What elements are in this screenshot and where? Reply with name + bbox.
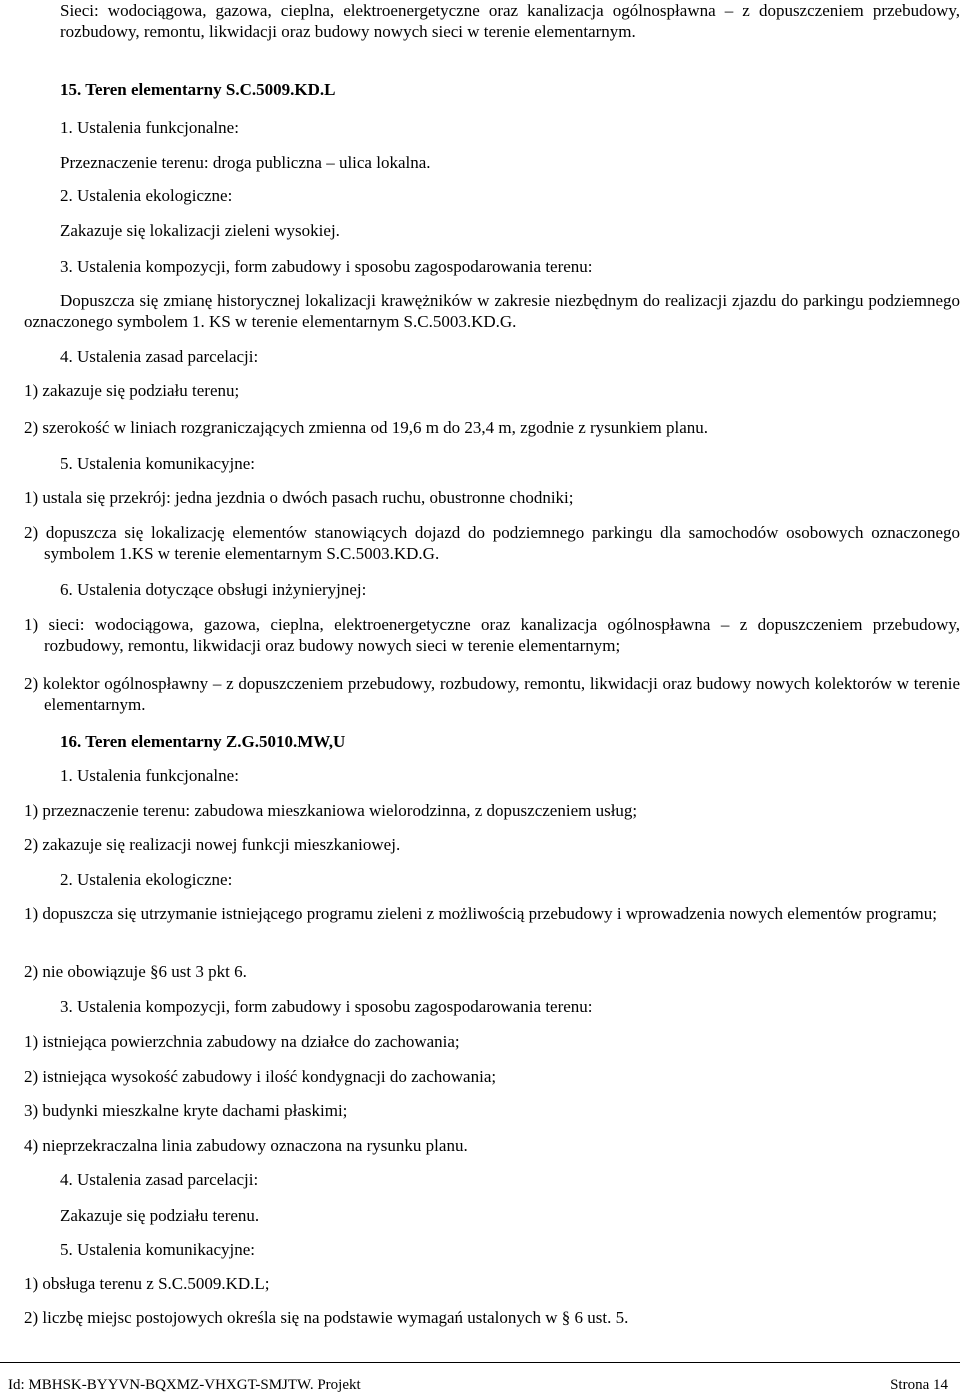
list-item: 2) zakazuje się realizacji nowej funkcji mieszkaniowej. xyxy=(24,835,401,854)
heading-ecological: 2. Ustalenia ekologiczne: xyxy=(60,186,233,205)
heading-engineering: 6. Ustalenia dotyczące obsługi inżynieryjnej: xyxy=(60,580,367,599)
heading-parcelling: 4. Ustalenia zasad parcelacji: xyxy=(60,1170,259,1189)
paragraph: Zakazuje się podziału terenu. xyxy=(60,1206,260,1225)
page-number: Strona 14 xyxy=(890,1377,948,1393)
document-id: Id: MBHSK-BYYVN-BQXMZ-VHXGT-SMJTW. Projekt xyxy=(8,1377,361,1393)
list-item: 1) zakazuje się podziału terenu; xyxy=(24,381,240,400)
section-title-15: 15. Teren elementarny S.C.5009.KD.L xyxy=(60,80,336,99)
heading-communication: 5. Ustalenia komunikacyjne: xyxy=(60,454,255,473)
heading-composition: 3. Ustalenia kompozycji, form zabudowy i sposobu zagospodarowania terenu: xyxy=(60,997,593,1016)
list-item: 2) szerokość w liniach rozgraniczających zmienna od 19,6 m do 23,4 m, zgodnie z rysunkiem planu. xyxy=(24,418,709,437)
heading-functional: 1. Ustalenia funkcjonalne: xyxy=(60,766,239,785)
heading-communication: 5. Ustalenia komunikacyjne: xyxy=(60,1240,255,1259)
list-item: 1) przeznaczenie terenu: zabudowa mieszkaniowa wielorodzinna, z dopuszczeniem usług; xyxy=(24,801,638,820)
list-item: 2) istniejąca wysokość zabudowy i ilość kondygnacji do zachowania; xyxy=(24,1067,497,1086)
heading-parcelling: 4. Ustalenia zasad parcelacji: xyxy=(60,347,259,366)
section-title-16: 16. Teren elementarny Z.G.5010.MW,U xyxy=(60,732,346,751)
list-item: 2) liczbę miejsc postojowych określa się na podstawie wymagań ustalonych w § 6 ust. 5. xyxy=(24,1308,629,1327)
list-item: 3) budynki mieszkalne kryte dachami płaskimi; xyxy=(24,1101,348,1120)
heading-ecological: 2. Ustalenia ekologiczne: xyxy=(60,870,233,889)
list-item: 2) nie obowiązuje §6 ust 3 pkt 6. xyxy=(24,962,247,981)
heading-composition: 3. Ustalenia kompozycji, form zabudowy i sposobu zagospodarowania terenu: xyxy=(60,257,593,276)
list-item: 1) istniejąca powierzchnia zabudowy na działce do zachowania; xyxy=(24,1032,460,1051)
list-item: 1) dopuszcza się utrzymanie istniejącego programu zieleni z możliwością przebudowy i wprowadzenia nowych elementów programu; xyxy=(24,904,937,923)
paragraph: Zakazuje się lokalizacji zieleni wysokiej. xyxy=(60,221,340,240)
list-item: 2) dopuszcza się lokalizację elementów stanowiących dojazd do podziemnego parkingu dla samochodów osobowych oznaczonego symbolem 1.KS w terenie elementarnym S.C.5003.KD.G. xyxy=(24,523,960,563)
list-item: 1) sieci: wodociągowa, gazowa, cieplna, elektroenergetyczne oraz kanalizacja ogólnospławna – z dopuszczeniem przebudowy, rozbudowy, remontu, likwidacji oraz budowy nowych sieci w terenie elementarnym; xyxy=(24,615,960,655)
list-item: 4) nieprzekraczalna linia zabudowy oznaczona na rysunku planu. xyxy=(24,1136,468,1155)
heading-functional: 1. Ustalenia funkcjonalne: xyxy=(60,118,239,137)
list-item: 1) obsługa terenu z S.C.5009.KD.L; xyxy=(24,1274,270,1293)
list-item: 1) ustala się przekrój: jedna jezdnia o dwóch pasach ruchu, obustronne chodniki; xyxy=(24,488,574,507)
list-item: 2) kolektor ogólnospławny – z dopuszczeniem przebudowy, rozbudowy, remontu, likwidacji oraz budowy nowych kolektorów w terenie elementarnym. xyxy=(24,674,960,714)
paragraph-text: Sieci: wodociągowa, gazowa, cieplna, elektroenergetyczne oraz kanalizacja ogólnospławna – z dopuszczeniem przebudowy, rozbudowy, remontu, likwidacji oraz budowy nowych sieci w terenie elementarnym. xyxy=(60,1,960,41)
paragraph-sieci-continuation xyxy=(60,0,960,42)
footer-divider xyxy=(0,1362,960,1363)
paragraph: Dopuszcza się zmianę historycznej lokalizacji krawężników w zakresie niezbędnym do realizacji zjazdu do parkingu podziemnego oznaczonego symbolem 1. KS w terenie elementarnym S.C.5003.KD.G. xyxy=(24,291,960,331)
paragraph: Przeznaczenie terenu: droga publiczna – ulica lokalna. xyxy=(60,153,431,172)
